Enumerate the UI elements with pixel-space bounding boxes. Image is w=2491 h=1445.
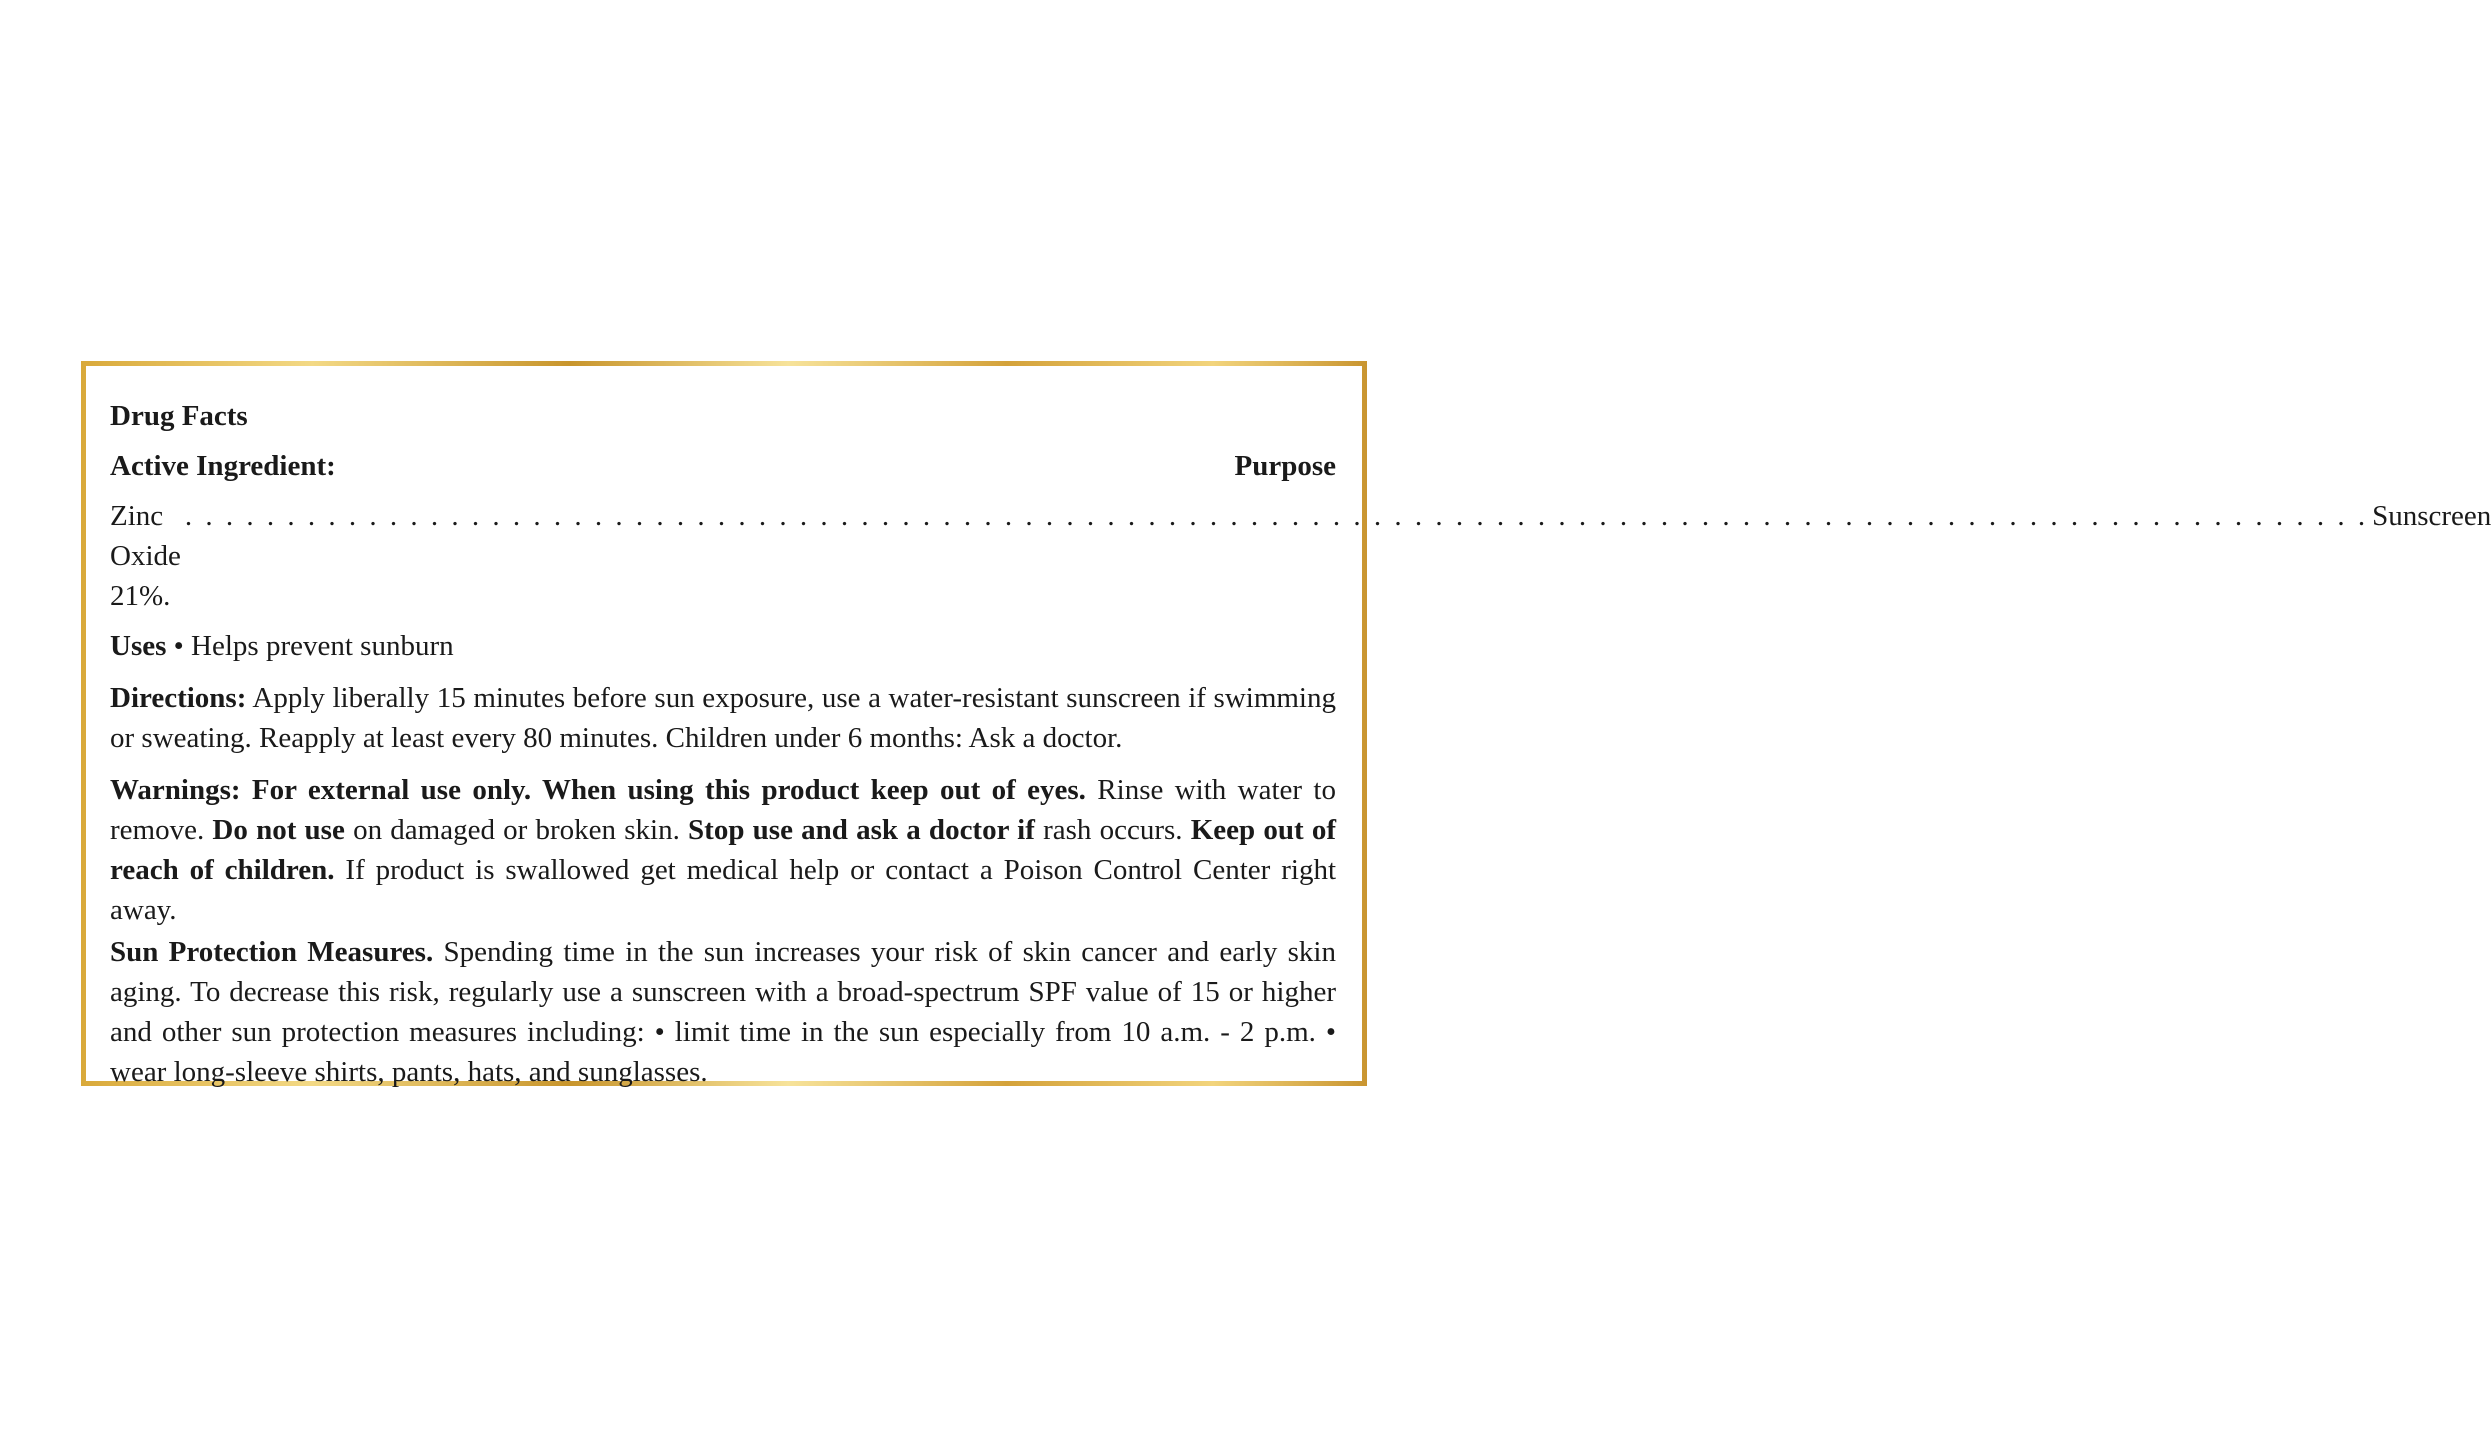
uses-section <box>110 626 1336 666</box>
active-ingredient-heading: Active Ingredient: <box>110 450 336 482</box>
sun-protection-text: Spending time in the sun increases your risk of skin cancer and early skin aging. To decrease this risk, regularly use a sunscreen with a broad-spectrum SPF value of 15 or higher and other sun protection measures including: • limit time in the sun especially from 10 a.m. - 2 p.m. • wear long-sleeve shirts, pants, hats, and sunglasses. <box>110 936 1336 1088</box>
drug-facts-panel <box>86 366 2491 1088</box>
gold-border-frame <box>81 361 2491 1088</box>
warnings-text-4: If product is swallowed get medical help or contact a Poison Control Center right away. <box>110 854 1336 926</box>
warnings-section <box>110 770 1336 930</box>
warnings-text-2: on damaged or broken skin. <box>344 814 689 846</box>
directions-section <box>110 678 1336 758</box>
drug-facts-title: Drug Facts <box>110 400 248 432</box>
directions-heading: Directions: <box>110 682 247 714</box>
warnings-keep-out: Keep out of reach of children. <box>110 814 1337 886</box>
sun-protection-section <box>110 932 1336 1092</box>
warnings-text-3: rash occurs. <box>1034 814 1191 846</box>
warnings-heading: Warnings: For external use only. When using this product keep out of eyes. <box>110 774 1086 806</box>
uses-heading: Uses <box>110 630 167 662</box>
purpose-heading: Purpose <box>1234 450 1336 482</box>
warnings-do-not-use: Do not use <box>212 814 345 846</box>
uses-text: • Helps prevent sunburn <box>166 630 454 662</box>
warnings-text-1: Rinse with water to remove. <box>110 774 1336 846</box>
active-ingredient-header-row <box>110 446 1336 486</box>
warnings-stop-use: Stop use and ask a doctor if <box>688 814 1035 846</box>
ingredient-name: Zinc Oxide 21%. <box>110 500 181 612</box>
ingredient-row <box>110 496 2491 616</box>
directions-text: Apply liberally 15 minutes before sun exposure, use a water-resistant sunscreen if swimming or sweating. Reapply at least every 80 minutes. Children under 6 months: Ask a doctor. <box>110 682 1336 754</box>
dot-leader: . . . . . . . . . . . . . . . . . . . . . . . . . . . . . . . . . . . . . . . . . . . . . . . . . . . . . . . . . . . . . . . . . . . . . . . . . . . . . . . . . . . . . . . . . . . . . . . . . . . . . . . . . . . <box>184 500 2369 532</box>
ingredient-purpose: Sunscreen <box>2372 500 2491 532</box>
sun-protection-heading: Sun Protection Measures. <box>110 936 434 968</box>
